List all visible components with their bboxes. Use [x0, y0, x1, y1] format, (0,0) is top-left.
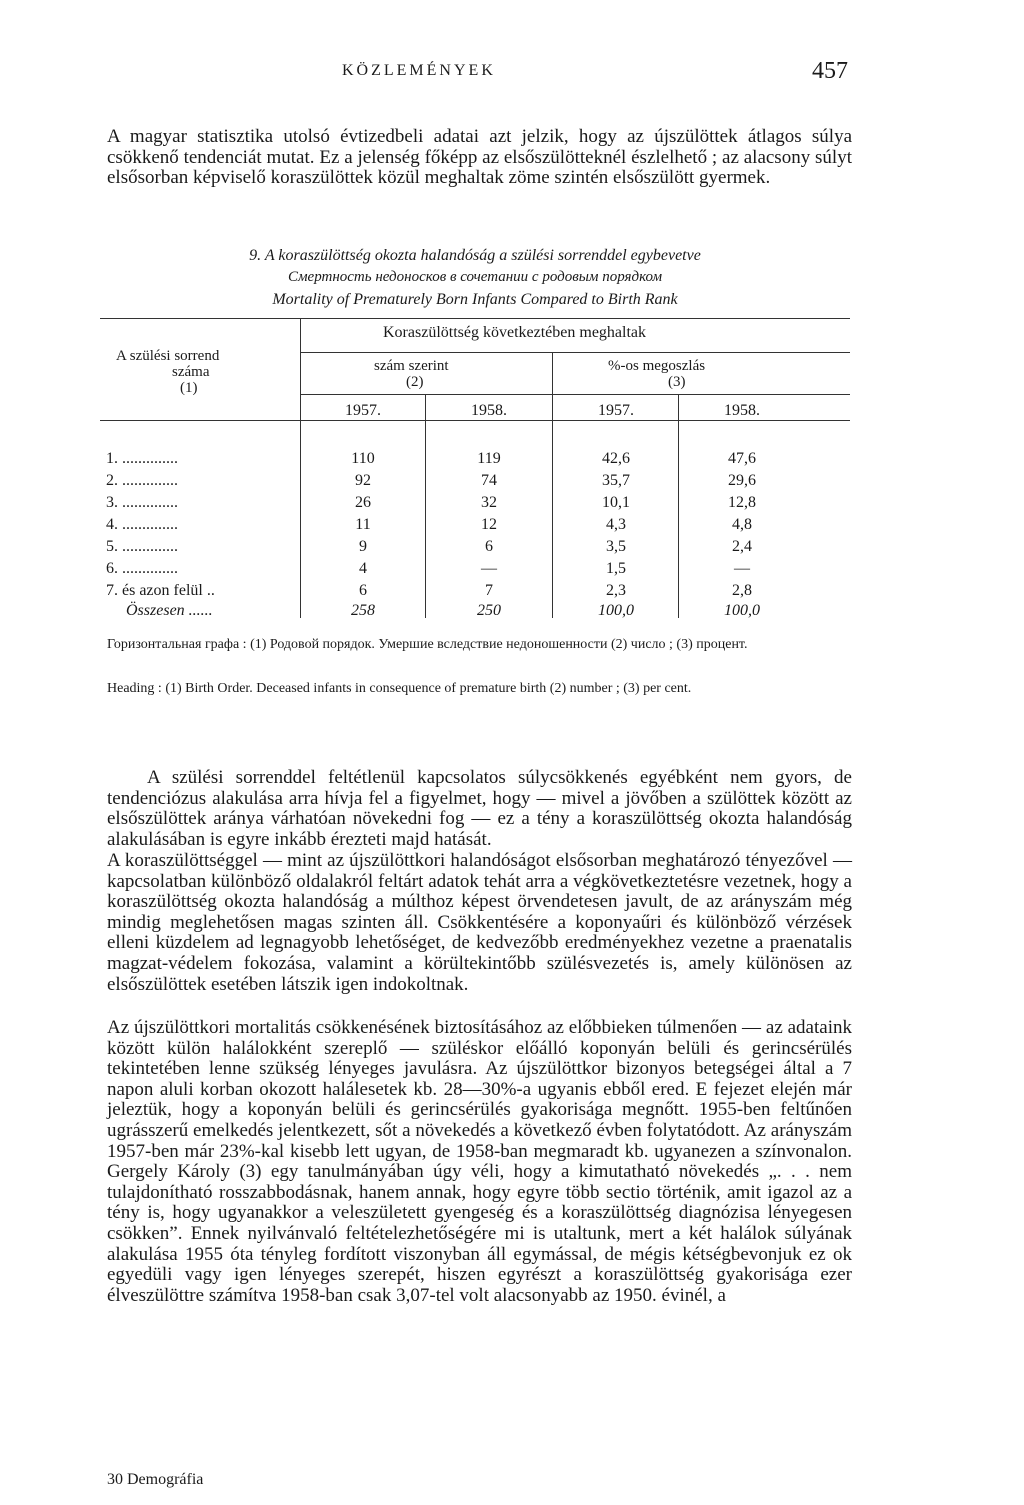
cell-count-1957: 9: [359, 538, 367, 555]
header-bottom-rule: [100, 420, 850, 421]
vertical-rule-4: [678, 394, 679, 618]
cell-count-1958: 7: [485, 582, 493, 599]
cell-count-1958: 119: [477, 450, 501, 467]
vertical-rule-1: [300, 318, 301, 618]
page-number: 457: [812, 58, 848, 84]
cell-percent-1958: —: [734, 560, 750, 577]
cell-count-1957: 4: [359, 560, 367, 577]
row-label: 4. ..............: [106, 516, 178, 533]
row-label: 6. ..............: [106, 560, 178, 577]
body-paragraph: A szülési sorrenddel feltétlenül kapcsolatos súlycsökkenés egyébként nem gyors, de tendenciózus alakulása arra hívja fel a figyelmet, hogy — mivel a jövőben a szülöttek között az elsőszülöttek aránya várhatóan növekedni fog — ez a tény a koraszülöttség okozta halandóság alakulásában is egyre inkább érezteti majd hatását.: [107, 767, 852, 850]
total-count-1957: 258: [351, 602, 375, 619]
body-paragraph: A koraszülöttséggel — mint az újszülöttkori halandóságot elsősorban meghatározó tényezővel — kapcsolatban különböző oldalakról feltárt adatok tehát arra a végkövetkeztetésre vezetnek, hogy a koraszülöttség okozta halandóság a múlthoz képest örvendetesen javult, de az arányszám még mindig meglehetősen magas szinten áll. Csökkentésére a koponyaűri és különböző vérzések elleni küzdelem ad legnagyobb lehetőséget, de kedvezőbb eredményekhez vezetne a praenatalis magzat-védelem fokozása, valamint a körültekintőbb szülésvezetés is, amely különösen az elsőszülöttek esetében látszik igen indokoltnak.: [107, 850, 852, 995]
header-count-number: (2): [406, 374, 424, 390]
table-top-rule: [100, 318, 850, 319]
year-count-1957: 1957.: [345, 402, 381, 419]
row-label: 1. ..............: [106, 450, 178, 467]
total-percent-1958: 100,0: [724, 602, 760, 619]
cell-percent-1957: 2,3: [606, 582, 626, 599]
cell-percent-1957: 35,7: [602, 472, 630, 489]
table-caption-russian: Смертность недоносков в сочетании с родовым порядком: [287, 269, 663, 285]
cell-count-1957: 11: [355, 516, 371, 533]
year-percent-1958: 1958.: [724, 402, 760, 419]
cell-count-1958: 74: [481, 472, 497, 489]
header-percent-number: (3): [668, 374, 686, 390]
cell-count-1958: 32: [481, 494, 497, 511]
page-footer: 30 Demográfia: [107, 1471, 204, 1488]
cell-count-1958: 6: [485, 538, 493, 555]
cell-percent-1958: 29,6: [728, 472, 756, 489]
cell-percent-1957: 1,5: [606, 560, 626, 577]
cell-percent-1958: 2,4: [732, 538, 752, 555]
cell-percent-1958: 12,8: [728, 494, 756, 511]
cell-count-1957: 26: [355, 494, 371, 511]
table-note-russian: Горизонтальная графа : (1) Родовой порядок. Умершие вследствие недоношенности (2) число ; (3) процент.: [107, 637, 748, 652]
total-count-1958: 250: [477, 602, 501, 619]
total-percent-1957: 100,0: [598, 602, 634, 619]
cell-percent-1957: 3,5: [606, 538, 626, 555]
table-caption-english: Mortality of Prematurely Born Infants Compared to Birth Rank: [272, 291, 678, 308]
intro-paragraph: A magyar statisztika utolsó évtizedbeli adatai azt jelzik, hogy az újszülöttek átlagos súlya csökkenő tendenciát mutat. Ez a jelenség főképp az elsőszülötteknél észlelhető ; az alacsony súlyt elsősorban képviselő koraszülöttek közül meghaltak zöme szintén elsőszülött gyermek.: [107, 126, 852, 188]
header-percent-label: %-os megoszlás: [608, 358, 706, 374]
header-count-label: szám szerint: [374, 358, 449, 374]
table-caption-hungarian: 9. A koraszülöttség okozta halandóság a szülési sorrenddel egybevetve: [249, 247, 701, 264]
row-label: 2. ..............: [106, 472, 178, 489]
header-birth-order-line1: A szülési sorrend: [116, 348, 220, 364]
header-birth-order-line2: száma: [172, 364, 210, 380]
cell-percent-1957: 42,6: [602, 450, 630, 467]
cell-percent-1957: 10,1: [602, 494, 630, 511]
row-label: 3. ..............: [106, 494, 178, 511]
cell-count-1958: —: [481, 560, 497, 577]
cell-percent-1957: 4,3: [606, 516, 626, 533]
running-head: KÖZLEMÉNYEK: [342, 62, 496, 79]
cell-percent-1958: 4,8: [732, 516, 752, 533]
header-birth-order-line3: (1): [180, 380, 198, 396]
header-group-title: Koraszülöttség következtében meghaltak: [383, 324, 647, 341]
cell-count-1957: 92: [355, 472, 371, 489]
subheader-rule: [300, 394, 850, 395]
mortality-table: [100, 312, 850, 632]
row-label: 5. ..............: [106, 538, 178, 555]
year-percent-1957: 1957.: [598, 402, 634, 419]
cell-percent-1958: 2,8: [732, 582, 752, 599]
table-note-english: Heading : (1) Birth Order. Deceased infants in consequence of premature birth (2) number ; (3) per cent.: [107, 681, 692, 696]
vertical-rule-2: [425, 394, 426, 618]
row-label: 7. és azon felül ..: [106, 582, 215, 599]
year-count-1958: 1958.: [471, 402, 507, 419]
cell-count-1957: 6: [359, 582, 367, 599]
total-label: Összesen ......: [126, 602, 213, 619]
group-header-rule: [300, 352, 850, 353]
cell-percent-1958: 47,6: [728, 450, 756, 467]
cell-count-1958: 12: [481, 516, 497, 533]
body-paragraph: Az újszülöttkori mortalitás csökkenésének biztosításához az előbbieken túlmenően — az adataink között külön halálokként szereplő — szüléskor előálló koponyán belüli és gerincsérülés tekintetében lenne szükség lényeges javulásra. Az újszülöttkor bizonyos betegségei által a 7 napon aluli korban okozott halálesetek kb. 28—30%-a ugyanis ebből ered. E fejezet elején már jeleztük, hogy a koponyán belüli és gerincsérülés gyakorisága megnőtt. 1955-ben feltűnően ugrásszerű emelkedés jelentkezett, sőt a növekedés a következő évben folytatódott. Az arányszám 1957-ben már 23%-kal kisebb lett ugyan, de 1958-ban megmaradt kb. ugyanezen a színvonalon. Gergely Károly (3) egy tanulmányában úgy véli, hogy a kimutatható növekedés „. . . nem tulajdonítható rosszabbodásnak, hanem annak, hogy egyre több sectio történik, amit igazol az a tény is, hogy ugyanakkor a veleszületett gyengeség és a koraszülöttség diagnózisa lényegesen csökken”. Ennek nyilvánvaló feltételezhetőségére mi is utaltunk, mert a két halálok súlyának alakulása 1955 óta tényleg fordított viszonyban áll egymással, de mégis kétségbevonjuk ez ok egyedüli vagy igen lényeges szerepét, hiszen egyrészt a koraszülöttség gyakorisága ezer élveszülöttre számítva 1958-ban csak 3,07-tel volt alacsonyabb az 1950. évinél, a: [107, 1017, 852, 1306]
vertical-rule-3: [552, 352, 553, 618]
cell-count-1957: 110: [351, 450, 375, 467]
